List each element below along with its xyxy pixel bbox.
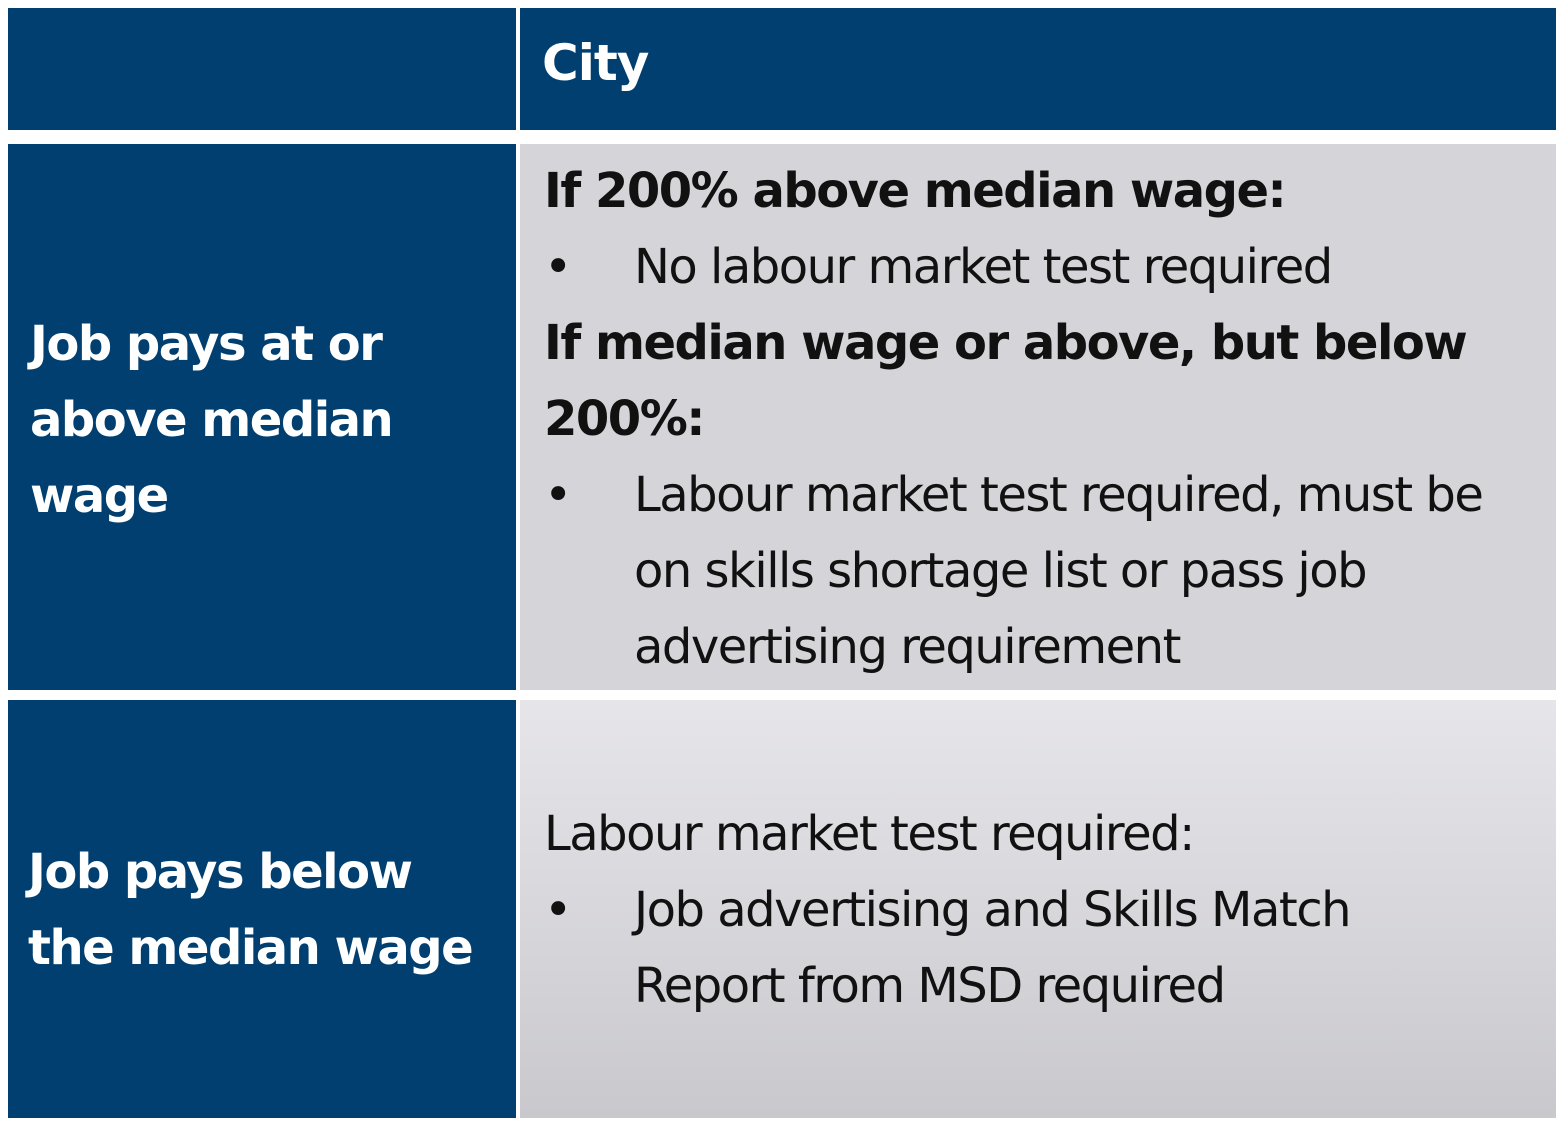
bullet-text-test-required: Labour market test required, must be on skills shortage list or pass job advertising requirement	[634, 467, 1483, 675]
row-label-above-median: Job pays at or above median wage	[30, 316, 393, 524]
bullet-glyph: •	[544, 239, 571, 295]
bullet-text-advertising-msd: Job advertising and Skills Match Report from MSD required	[634, 882, 1351, 1014]
header-city-label: City	[542, 34, 649, 92]
row-content-cell-below-median	[520, 700, 1556, 1118]
bullet-item	[544, 457, 1536, 685]
condition-heading-200-percent: If 200% above median wage:	[544, 163, 1286, 219]
row-content-below-median	[544, 796, 1536, 1024]
bullet-list	[544, 229, 1536, 305]
row-label-below-median: Job pays below the median wage	[28, 844, 473, 976]
condition-intro-test-required: Labour market test required:	[544, 806, 1194, 862]
row-label-cell-below-median	[8, 700, 516, 1118]
header-empty-cell	[8, 8, 516, 130]
bullet-list	[544, 457, 1536, 685]
row-content-cell-above-median	[520, 144, 1556, 690]
condition-heading-median-to-200: If median wage or above, but below 200%:	[544, 315, 1467, 447]
bullet-item	[544, 872, 1536, 1024]
row-label-cell-above-median	[8, 144, 516, 690]
bullet-glyph: •	[544, 467, 571, 523]
header-city-cell	[520, 8, 1556, 130]
bullet-glyph: •	[544, 882, 571, 938]
row-content-above-median	[544, 153, 1536, 685]
bullet-text-no-test: No labour market test required	[634, 239, 1332, 295]
bullet-list	[544, 872, 1536, 1024]
bullet-item	[544, 229, 1536, 305]
